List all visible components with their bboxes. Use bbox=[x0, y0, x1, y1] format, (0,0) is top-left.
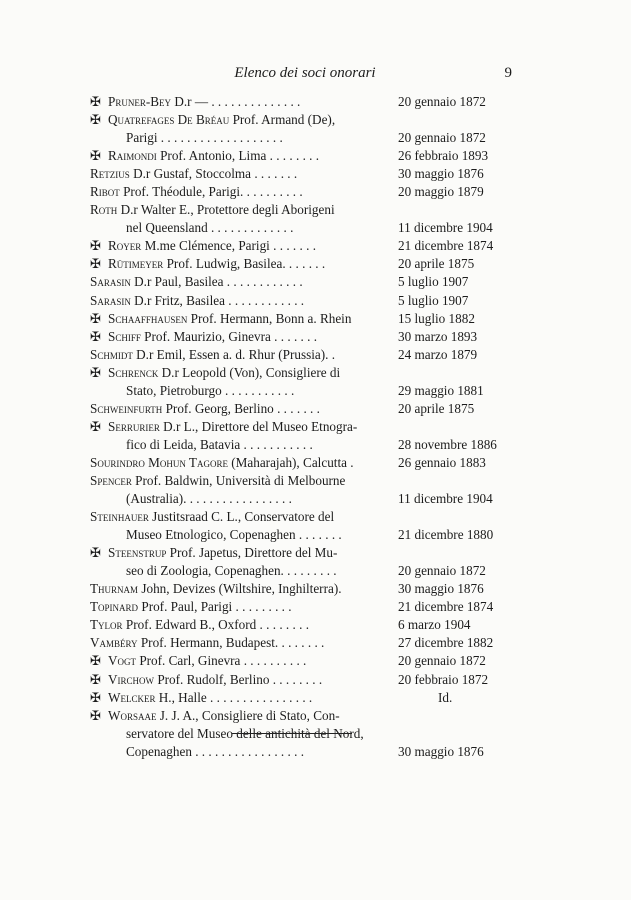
deceased-cross-icon: ✠ bbox=[90, 256, 101, 272]
entry-text bbox=[90, 328, 317, 346]
entry-continuation-line bbox=[90, 526, 520, 544]
entry-line bbox=[90, 671, 520, 689]
entry-continuation-line bbox=[90, 129, 520, 147]
running-title: Elenco dei soci onorari bbox=[234, 65, 376, 81]
entry-line bbox=[90, 707, 520, 725]
member-surname: Quatrefages De Bréau bbox=[108, 112, 230, 128]
entry-line bbox=[90, 652, 520, 670]
member-surname: Tylor bbox=[90, 617, 123, 633]
entry-continuation-line bbox=[90, 219, 520, 237]
member-surname: Raimondi bbox=[108, 148, 157, 164]
deceased-cross-icon: ✠ bbox=[90, 148, 101, 164]
members-list bbox=[90, 93, 520, 761]
member-details: Parigi . . . . . . . . . . . . . . . . . . . bbox=[126, 130, 283, 146]
admission-date: 24 marzo 1879 bbox=[398, 346, 478, 362]
admission-date: Id. bbox=[438, 689, 453, 705]
member-details: D.r Paul, Basilea . . . . . . . . . . . . bbox=[130, 274, 303, 290]
entry-text bbox=[126, 743, 304, 761]
member-details: Prof. Baldwin, Università di Melbourne bbox=[131, 472, 346, 488]
entry-line bbox=[90, 255, 520, 273]
entry-line bbox=[90, 508, 520, 526]
entry-text bbox=[90, 273, 303, 291]
member-surname: Schmidt bbox=[90, 346, 133, 362]
admission-date: 20 febbraio 1872 bbox=[398, 671, 489, 687]
page-number: 9 bbox=[504, 65, 512, 81]
entry-line bbox=[90, 328, 520, 346]
entry-text bbox=[90, 111, 335, 129]
entry-text bbox=[90, 671, 322, 689]
page-header bbox=[90, 65, 520, 85]
entry-text bbox=[90, 147, 319, 165]
admission-date: 5 luglio 1907 bbox=[398, 292, 469, 308]
admission-date: 15 luglio 1882 bbox=[398, 310, 475, 326]
member-details: Justitsraad C. L., Conservatore del bbox=[148, 509, 335, 525]
member-surname: Vogt bbox=[108, 653, 137, 669]
member-details: Prof. Japetus, Direttore del Mu- bbox=[166, 545, 338, 561]
entry-line bbox=[90, 346, 520, 364]
entry-text bbox=[126, 219, 293, 237]
entry-line bbox=[90, 598, 520, 616]
deceased-cross-icon: ✠ bbox=[90, 310, 101, 326]
admission-date: 30 marzo 1893 bbox=[398, 328, 478, 344]
entry-line bbox=[90, 310, 520, 328]
admission-date: 20 gennaio 1872 bbox=[398, 130, 486, 146]
deceased-cross-icon: ✠ bbox=[90, 545, 101, 561]
member-details: D.r Gustaf, Stoccolma . . . . . . . bbox=[129, 166, 298, 182]
member-details: Prof. Paul, Parigi . . . . . . . . . bbox=[138, 599, 292, 615]
member-details: nel Queensland . . . . . . . . . . . . . bbox=[126, 220, 294, 236]
member-details: Prof. Ludwig, Basilea. . . . . . . bbox=[163, 256, 326, 272]
admission-date: 26 febbraio 1893 bbox=[398, 148, 489, 164]
deceased-cross-icon: ✠ bbox=[90, 328, 101, 344]
entry-text bbox=[90, 508, 334, 526]
entry-text bbox=[126, 526, 342, 544]
entry-text bbox=[90, 255, 325, 273]
entry-text bbox=[126, 436, 313, 454]
admission-date: 28 novembre 1886 bbox=[398, 436, 497, 452]
member-details: servatore del Museo delle antichità del Nord, bbox=[126, 725, 364, 741]
entry-text bbox=[126, 382, 294, 400]
member-surname: Serrurier bbox=[108, 418, 160, 434]
entry-text bbox=[90, 689, 312, 707]
entry-line bbox=[90, 472, 520, 490]
member-details: D.r Emil, Essen a. d. Rhur (Prussia). . bbox=[132, 346, 336, 362]
deceased-cross-icon: ✠ bbox=[90, 94, 101, 109]
member-details: Prof. Antonio, Lima . . . . . . . . bbox=[156, 148, 320, 164]
entry-text bbox=[90, 454, 354, 472]
member-surname: Rütimeyer bbox=[108, 256, 164, 272]
deceased-cross-icon: ✠ bbox=[90, 418, 101, 434]
member-surname: Retzius bbox=[90, 166, 130, 182]
entry-line bbox=[90, 689, 520, 707]
admission-date: 27 dicembre 1882 bbox=[398, 635, 494, 651]
member-details: fico di Leida, Batavia . . . . . . . . . . . bbox=[126, 436, 313, 452]
admission-date: 6 marzo 1904 bbox=[398, 617, 471, 633]
entry-continuation-line bbox=[90, 382, 520, 400]
deceased-cross-icon: ✠ bbox=[90, 112, 101, 128]
member-details: (Maharajah), Calcutta . bbox=[227, 454, 354, 470]
member-details: Prof. Armand (De), bbox=[229, 112, 336, 128]
member-surname: Sarasin bbox=[90, 292, 131, 308]
admission-date: 20 aprile 1875 bbox=[398, 400, 475, 416]
entry-line bbox=[90, 93, 520, 111]
member-surname: Roth bbox=[90, 202, 118, 218]
member-surname: Ribot bbox=[90, 184, 120, 200]
member-surname: Worsaae bbox=[108, 707, 157, 723]
entry-line bbox=[90, 273, 520, 291]
member-details: Prof. Rudolf, Berlino . . . . . . . . bbox=[154, 671, 323, 687]
deceased-cross-icon: ✠ bbox=[90, 671, 101, 687]
admission-date: 20 gennaio 1872 bbox=[398, 563, 486, 579]
entry-line bbox=[90, 400, 520, 418]
entry-text bbox=[90, 165, 297, 183]
entry-line bbox=[90, 454, 520, 472]
admission-date: 30 maggio 1876 bbox=[398, 581, 484, 597]
member-details: John, Devizes (Wiltshire, Inghilterra). bbox=[138, 581, 342, 597]
member-details: D.r — . . . . . . . . . . . . . . bbox=[171, 94, 301, 109]
member-details: D.r Fritz, Basilea . . . . . . . . . . . . bbox=[130, 292, 305, 308]
deceased-cross-icon: ✠ bbox=[90, 689, 101, 705]
member-surname: Sarasin bbox=[90, 274, 131, 290]
entry-text bbox=[90, 616, 309, 634]
member-details: Prof. Edward B., Oxford . . . . . . . . bbox=[122, 617, 309, 633]
member-details: H., Halle . . . . . . . . . . . . . . . . bbox=[155, 689, 313, 705]
member-surname: Thurnam bbox=[90, 581, 139, 597]
member-details: D.r L., Direttore del Museo Etnogra- bbox=[159, 418, 358, 434]
member-details: D.r Walter E., Protettore degli Aborigeni bbox=[117, 202, 335, 218]
admission-date: 20 gennaio 1872 bbox=[398, 653, 486, 669]
member-details: Prof. Georg, Berlino . . . . . . . bbox=[162, 400, 320, 416]
entry-text bbox=[90, 346, 335, 364]
admission-date: 20 maggio 1879 bbox=[398, 184, 484, 200]
member-surname: Schweinfurth bbox=[90, 400, 163, 416]
entry-text bbox=[126, 562, 337, 580]
member-details: Prof. Hermann, Budapest. . . . . . . . bbox=[137, 635, 325, 651]
entry-text bbox=[90, 364, 340, 382]
member-details: J. J. A., Consigliere di Stato, Con- bbox=[156, 707, 340, 723]
member-surname: Schrenck bbox=[108, 364, 159, 380]
member-details: D.r Leopold (Von), Consigliere di bbox=[158, 364, 341, 380]
entry-text bbox=[126, 490, 292, 508]
deceased-cross-icon: ✠ bbox=[90, 238, 101, 254]
member-surname: Welcker bbox=[108, 689, 156, 705]
member-details: Museo Etnologico, Copenaghen . . . . . . . bbox=[126, 527, 342, 543]
admission-date: 11 dicembre 1904 bbox=[398, 220, 493, 236]
member-details: Prof. Maurizio, Ginevra . . . . . . . bbox=[140, 328, 318, 344]
entry-text bbox=[90, 580, 342, 598]
entry-continuation-line bbox=[90, 436, 520, 454]
member-details: Copenaghen . . . . . . . . . . . . . . . . . bbox=[126, 743, 305, 759]
admission-date: 30 maggio 1876 bbox=[398, 166, 484, 182]
entry-text bbox=[90, 634, 324, 652]
entry-text bbox=[90, 652, 306, 670]
entry-text bbox=[90, 400, 320, 418]
member-details: seo di Zoologia, Copenaghen. . . . . . . . . bbox=[126, 563, 337, 579]
member-surname: Spencer bbox=[90, 472, 132, 488]
closing-rule bbox=[232, 733, 352, 734]
member-surname: Schaaffhausen bbox=[108, 310, 188, 326]
admission-date: 21 dicembre 1880 bbox=[398, 527, 494, 543]
admission-date: 26 gennaio 1883 bbox=[398, 454, 486, 470]
entry-line bbox=[90, 580, 520, 598]
member-details: Prof. Carl, Ginevra . . . . . . . . . . bbox=[136, 653, 307, 669]
entry-line bbox=[90, 237, 520, 255]
deceased-cross-icon: ✠ bbox=[90, 653, 101, 669]
member-surname: Topinard bbox=[90, 599, 139, 615]
deceased-cross-icon: ✠ bbox=[90, 707, 101, 723]
entry-text bbox=[90, 201, 335, 219]
entry-text bbox=[90, 310, 351, 328]
admission-date: 30 maggio 1876 bbox=[398, 743, 484, 759]
entry-line bbox=[90, 292, 520, 310]
entry-line bbox=[90, 364, 520, 382]
entry-line bbox=[90, 201, 520, 219]
member-surname: Steenstrup bbox=[108, 545, 167, 561]
entry-text bbox=[90, 237, 316, 255]
entry-line bbox=[90, 418, 520, 436]
entry-continuation-line bbox=[90, 490, 520, 508]
member-surname: Steinhauer bbox=[90, 509, 149, 525]
deceased-cross-icon: ✠ bbox=[90, 364, 101, 380]
entry-line bbox=[90, 616, 520, 634]
entry-text bbox=[126, 129, 283, 147]
entry-text bbox=[90, 598, 292, 616]
member-details: Prof. Théodule, Parigi. . . . . . . . . . bbox=[119, 184, 303, 200]
entry-line bbox=[90, 111, 520, 129]
entry-text bbox=[90, 418, 357, 436]
entry-continuation-line bbox=[90, 743, 520, 761]
member-surname: Royer bbox=[108, 238, 142, 254]
member-details: M.me Clémence, Parigi . . . . . . . bbox=[141, 238, 316, 254]
entry-text bbox=[90, 707, 340, 725]
entry-text bbox=[90, 93, 300, 111]
entry-text bbox=[90, 472, 345, 490]
entry-line bbox=[90, 165, 520, 183]
member-details: Prof. Hermann, Bonn a. Rhein bbox=[187, 310, 352, 326]
member-details: Stato, Pietroburgo . . . . . . . . . . . bbox=[126, 382, 295, 398]
entry-line bbox=[90, 634, 520, 652]
member-surname: Pruner-Bey bbox=[108, 94, 172, 109]
admission-date: 21 dicembre 1874 bbox=[398, 238, 494, 254]
admission-date: 20 aprile 1875 bbox=[398, 256, 475, 272]
member-surname: Virchow bbox=[108, 671, 155, 687]
admission-date: 5 luglio 1907 bbox=[398, 274, 469, 290]
entry-line bbox=[90, 183, 520, 201]
entry-text bbox=[90, 292, 304, 310]
entry-line bbox=[90, 544, 520, 562]
entry-text bbox=[90, 183, 303, 201]
member-surname: Schiff bbox=[108, 328, 141, 344]
admission-date: 20 gennaio 1872 bbox=[398, 94, 486, 109]
entry-text bbox=[90, 544, 337, 562]
member-details: (Australia). . . . . . . . . . . . . . . . . bbox=[126, 491, 292, 507]
entry-line bbox=[90, 147, 520, 165]
member-surname: Sourindro Mohun Tagore bbox=[90, 454, 228, 470]
admission-date: 11 dicembre 1904 bbox=[398, 491, 493, 507]
admission-date: 29 maggio 1881 bbox=[398, 382, 484, 398]
entry-continuation-line bbox=[90, 562, 520, 580]
admission-date: 21 dicembre 1874 bbox=[398, 599, 494, 615]
member-surname: Vambéry bbox=[90, 635, 138, 651]
